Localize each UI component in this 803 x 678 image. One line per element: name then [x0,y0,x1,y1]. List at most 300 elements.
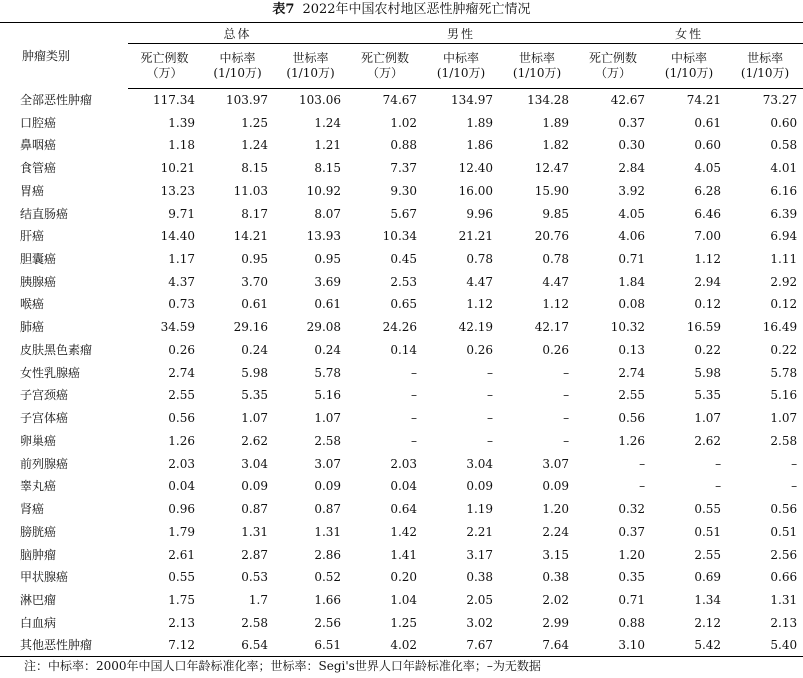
cell-male-world-rate: – [563,365,570,380]
cell-female-world-rate: – [791,456,798,471]
row-tumor-name: 淋巴瘤 [20,593,57,608]
table-row [0,179,803,202]
cell-male-deaths: 7.37 [390,161,418,176]
cell-male-deaths: 1.25 [390,615,418,630]
cell-male-world-rate: 20.76 [534,229,570,244]
cell-female-cn-rate: 2.55 [694,547,722,562]
cell-overall-deaths: 7.12 [128,634,201,657]
row-tumor-name: 胃癌 [20,183,45,198]
cell-overall-world-rate: 1.24 [314,115,342,130]
header-unit: (1/10万) [213,66,262,80]
cell-male-world-rate: – [563,433,570,448]
cell-female-world-rate: 73.27 [762,93,798,108]
header-group-male: 男性 [347,23,575,44]
cell-male-cn-rate: 21.21 [458,229,494,244]
cell-overall-cn-rate: 2.58 [241,615,268,630]
header-overall-world-rate [274,44,347,89]
table-row [0,111,803,134]
row-tumor-name: 肾癌 [20,502,45,517]
cell-female-world-rate: 6.16 [770,183,798,198]
cell-overall-world-rate: 2.86 [314,547,342,562]
cell-female-deaths: 0.35 [618,570,646,585]
header-unit: (1/10万) [664,66,714,80]
cell-overall-world-rate: 1.31 [314,524,342,539]
cell-female-cn-rate: – [715,479,722,494]
cell-female-cn-rate: 0.22 [694,342,722,357]
table-row [0,384,803,407]
cell-overall-world-rate: 0.87 [314,502,342,517]
cell-overall-world-rate: 0.09 [314,479,342,494]
row-tumor-name: 卵巢癌 [20,433,57,448]
cell-overall-world-rate: 2.56 [314,615,342,630]
row-tumor-name: 子宫体癌 [20,411,69,426]
cell-female-cn-rate: 2.62 [694,433,722,448]
cell-female-deaths: 2.55 [618,388,646,403]
cell-female-deaths: 10.32 [610,320,646,335]
cell-female-deaths: 0.32 [618,502,646,517]
table-row [0,361,803,384]
row-tumor-name: 肺癌 [20,320,45,335]
table-row [0,270,803,293]
cell-overall-deaths: 2.55 [168,388,195,403]
header-label: 死亡例数 [361,51,410,65]
cell-overall-cn-rate: 0.24 [241,342,268,357]
cell-female-world-rate: 0.58 [770,138,798,153]
cell-female-world-rate: – [791,479,798,494]
cell-female-cn-rate: 6.28 [694,183,722,198]
header-overall-cn-rate [201,44,274,89]
cell-female-world-rate: 6.39 [770,206,798,221]
cell-overall-deaths: 9.71 [168,206,195,221]
cell-overall-cn-rate: 1.24 [241,138,268,153]
cell-male-world-rate: 4.47 [542,274,570,289]
header-male-world-rate [499,44,575,89]
cell-male-cn-rate: 2.05 [466,593,494,608]
table-row [0,634,803,657]
cell-male-world-rate: 0.38 [542,570,570,585]
cell-female-deaths: 0.71 [618,252,646,266]
cell-male-world-rate: 134.28 [527,93,570,108]
cell-male-deaths: 0.45 [390,252,418,266]
table-caption [0,0,803,22]
cell-female-deaths: 2.74 [618,365,646,380]
cell-female-world-rate: 1.11 [770,252,798,266]
cell-male-world-rate: 2.99 [542,615,570,630]
table-row [0,430,803,453]
cell-male-deaths: 1.41 [390,547,418,562]
cell-overall-world-rate: 3.69 [314,274,342,289]
table-row [0,202,803,225]
cell-male-cn-rate: 1.89 [466,115,494,130]
row-tumor-name: 前列腺癌 [20,456,69,471]
cell-female-deaths: 4.05 [618,206,646,221]
cell-female-world-rate: 2.13 [770,615,798,630]
table-header [0,23,803,89]
cell-female-deaths: 0.56 [618,411,646,426]
table-row [0,339,803,362]
cell-overall-cn-rate: 1.25 [241,115,268,130]
cell-overall-world-rate: 0.52 [314,570,342,585]
cell-overall-deaths: 2.74 [168,365,195,380]
row-tumor-name: 口腔癌 [20,115,57,130]
cell-overall-world-rate: 10.92 [306,183,342,198]
cell-female-cn-rate: 4.05 [694,161,722,176]
table-title: 2022年中国农村地区恶性肿瘤死亡情况 [302,2,531,17]
cell-overall-cn-rate: 6.54 [201,634,274,657]
cell-overall-world-rate: 1.07 [314,411,342,426]
row-tumor-name: 子宫颈癌 [20,388,69,403]
table-row [0,157,803,180]
header-male-deaths [347,44,423,89]
cell-female-deaths: 1.84 [618,274,646,289]
cell-male-cn-rate: 9.96 [466,206,494,221]
cell-male-cn-rate: – [487,388,494,403]
header-label: 世标率 [747,51,784,65]
row-tumor-name: 甲状腺癌 [20,570,69,585]
cell-female-cn-rate: 1.34 [694,593,722,608]
header-female-world-rate [727,44,803,89]
cell-overall-world-rate: 0.61 [314,297,342,312]
cell-male-world-rate: 15.90 [534,183,570,198]
cell-female-deaths: 4.06 [618,229,646,244]
cell-female-deaths: 0.30 [618,138,646,153]
cell-male-deaths: 0.88 [390,138,418,153]
cell-male-cn-rate: 1.12 [466,297,494,312]
cell-female-deaths: 1.26 [618,433,646,448]
cell-female-cn-rate: 5.35 [694,388,722,403]
cell-male-world-rate: 2.02 [542,593,570,608]
table-row [0,134,803,157]
header-overall-deaths [128,44,201,89]
header-tumor-category: 肿瘤类别 [0,23,128,89]
cell-overall-deaths: 13.23 [160,183,195,198]
cell-female-cn-rate: 1.12 [694,252,722,266]
table-number: 表7 [272,2,295,17]
cell-overall-cn-rate: 0.09 [241,479,268,494]
cell-female-deaths: 3.92 [618,183,646,198]
table-row [0,611,803,634]
cell-female-deaths: 0.37 [618,524,646,539]
cell-female-cn-rate: 74.21 [686,93,722,108]
cell-male-deaths: – [411,365,418,380]
cell-overall-deaths: 0.56 [168,411,195,426]
cell-female-cn-rate: 2.12 [694,615,722,630]
cell-female-deaths: 1.20 [618,547,646,562]
cell-male-cn-rate: – [487,411,494,426]
cell-male-cn-rate: 134.97 [451,93,494,108]
cell-overall-deaths: 1.17 [168,252,195,266]
cell-female-deaths: 0.13 [618,342,646,357]
row-tumor-name: 肝癌 [20,229,45,244]
cell-overall-deaths: 1.26 [168,433,195,448]
cell-male-world-rate: 0.78 [542,252,570,266]
cell-male-cn-rate: 4.47 [466,274,494,289]
cell-female-deaths: 0.71 [618,593,646,608]
cell-overall-cn-rate: 29.16 [233,320,268,335]
cell-overall-world-rate: 1.21 [314,138,342,153]
table-row [0,589,803,612]
header-label: 中标率 [671,51,708,65]
cell-female-cn-rate: 6.46 [694,206,722,221]
cell-male-cn-rate: 7.67 [423,634,499,657]
header-group-female: 女性 [575,23,803,44]
cell-female-world-rate: 2.92 [770,274,798,289]
cell-female-cn-rate: 5.98 [694,365,722,380]
cell-male-world-rate: 3.07 [542,456,570,471]
cell-male-world-rate: 1.20 [542,502,570,517]
cell-overall-cn-rate: 0.53 [241,570,268,585]
cell-overall-world-rate: 3.07 [314,456,342,471]
cell-female-world-rate: 0.56 [770,502,798,517]
cell-male-cn-rate: – [487,433,494,448]
cell-male-cn-rate: 2.21 [466,524,494,539]
cell-male-deaths: 5.67 [390,206,418,221]
cell-overall-deaths: 117.34 [153,93,195,108]
cell-overall-deaths: 1.75 [168,593,195,608]
cell-male-world-rate: 3.15 [542,547,570,562]
cell-male-deaths: 0.20 [390,570,418,585]
cell-female-deaths: – [639,456,646,471]
cell-male-world-rate: 42.17 [534,320,570,335]
cell-female-deaths: 0.08 [618,297,646,312]
cell-overall-cn-rate: 8.15 [241,161,268,176]
cell-female-world-rate: 5.40 [727,634,803,657]
cell-male-deaths: 0.64 [390,502,418,517]
cell-female-cn-rate: 0.12 [694,297,722,312]
cell-female-world-rate: 0.22 [770,342,798,357]
row-tumor-name: 女性乳腺癌 [20,365,81,380]
cell-male-cn-rate: 1.19 [466,502,494,517]
cell-overall-cn-rate: 2.87 [241,547,268,562]
table-row [0,452,803,475]
table-row [0,225,803,248]
cell-overall-world-rate: 2.58 [314,433,342,448]
cell-male-cn-rate: 3.02 [466,615,494,630]
table-row [0,293,803,316]
cell-female-world-rate: 2.58 [770,433,798,448]
cell-male-cn-rate: 42.19 [458,320,494,335]
cell-male-cn-rate: 3.04 [466,456,494,471]
cell-female-world-rate: 2.56 [770,547,798,562]
cell-male-world-rate: – [563,388,570,403]
row-tumor-name: 鼻咽癌 [20,138,57,153]
cell-male-world-rate: 1.12 [542,297,570,312]
cell-male-cn-rate: 1.86 [466,138,494,153]
row-tumor-name: 脑肿瘤 [20,547,57,562]
table-row [0,89,803,112]
cell-overall-world-rate: 8.15 [314,161,342,176]
cell-male-deaths: 24.26 [382,320,418,335]
cell-female-world-rate: 0.66 [770,570,798,585]
row-tumor-name: 食管癌 [20,161,57,176]
cell-female-cn-rate: – [715,456,722,471]
mortality-table [0,22,803,657]
cell-overall-cn-rate: 0.61 [241,297,268,312]
header-female-deaths [575,44,651,89]
cell-overall-world-rate: 29.08 [306,320,342,335]
cell-male-deaths: – [411,411,418,426]
cell-female-cn-rate: 2.94 [694,274,722,289]
header-label: 中标率 [443,51,480,65]
cell-overall-world-rate: 5.16 [314,388,342,403]
cell-male-world-rate: 0.26 [542,342,570,357]
cell-overall-cn-rate: 3.04 [241,456,268,471]
cell-overall-world-rate: 103.06 [299,93,342,108]
cell-male-world-rate: 12.47 [534,161,570,176]
cell-female-cn-rate: 16.59 [686,320,722,335]
table-row [0,498,803,521]
cell-overall-deaths: 34.59 [160,320,195,335]
cell-female-deaths: 42.67 [610,93,646,108]
cell-male-deaths: 9.30 [390,183,418,198]
cell-overall-world-rate: 0.95 [314,252,342,266]
cell-overall-deaths: 0.04 [168,479,195,494]
row-tumor-name: 其他恶性肿瘤 [0,634,128,657]
table-row [0,543,803,566]
cell-female-world-rate: 1.07 [770,411,798,426]
row-tumor-name: 喉癌 [20,297,45,312]
cell-female-cn-rate: 0.51 [694,524,722,539]
cell-male-deaths: 2.53 [390,274,418,289]
row-tumor-name: 皮肤黑色素瘤 [20,342,93,357]
cell-female-cn-rate: 0.60 [694,138,722,153]
cell-overall-cn-rate: 8.17 [241,206,268,221]
cell-overall-deaths: 2.13 [168,615,195,630]
cell-overall-deaths: 14.40 [160,229,195,244]
cell-overall-cn-rate: 2.62 [241,433,268,448]
table-row [0,316,803,339]
table-row [0,566,803,589]
cell-male-deaths: 4.02 [347,634,423,657]
cell-male-deaths: 1.02 [390,115,418,130]
header-unit: (1/10万) [512,66,562,80]
cell-overall-cn-rate: 0.95 [241,252,268,266]
cell-female-deaths: – [639,479,646,494]
table-row [0,475,803,498]
cell-overall-world-rate: 0.24 [314,342,342,357]
header-unit: (1/10万) [436,66,486,80]
cell-male-deaths: 2.03 [390,456,418,471]
header-label: 中标率 [219,51,256,65]
cell-male-world-rate: 9.85 [542,206,570,221]
row-tumor-name: 睾丸癌 [20,479,57,494]
cell-female-cn-rate: 5.42 [651,634,727,657]
cell-overall-deaths: 1.39 [168,115,195,130]
cell-overall-cn-rate: 1.7 [248,593,268,608]
cell-overall-deaths: 1.79 [168,524,195,539]
cell-male-cn-rate: 16.00 [458,183,494,198]
cell-male-cn-rate: 0.78 [466,252,494,266]
table-row [0,248,803,271]
cell-male-world-rate: – [563,411,570,426]
cell-female-cn-rate: 1.07 [694,411,722,426]
row-tumor-name: 结直肠癌 [20,206,69,221]
cell-male-world-rate: 2.24 [542,524,570,539]
cell-overall-deaths: 2.61 [168,547,195,562]
cell-male-deaths: 0.04 [390,479,418,494]
cell-male-cn-rate: 0.38 [466,570,494,585]
cell-male-world-rate: 0.09 [542,479,570,494]
cell-female-cn-rate: 0.61 [694,115,722,130]
header-unit: (1/10万) [286,66,335,80]
cell-male-deaths: 1.04 [390,593,418,608]
cell-male-cn-rate: – [487,365,494,380]
cell-female-deaths: 3.10 [575,634,651,657]
cell-overall-deaths: 0.26 [168,342,195,357]
cell-overall-world-rate: 8.07 [314,206,342,221]
cell-male-cn-rate: 3.17 [466,547,494,562]
cell-female-world-rate: 5.16 [770,388,798,403]
cell-male-deaths: 10.34 [382,229,418,244]
cell-female-world-rate: 16.49 [762,320,798,335]
cell-overall-deaths: 4.37 [168,274,195,289]
cell-female-world-rate: 1.31 [770,593,798,608]
header-group-overall: 总体 [128,23,347,44]
header-unit: (1/10万) [740,66,790,80]
cell-overall-cn-rate: 5.35 [241,388,268,403]
table-body [0,89,803,657]
cell-overall-cn-rate: 3.70 [241,274,268,289]
cell-overall-cn-rate: 0.87 [241,502,268,517]
cell-overall-world-rate: 5.78 [314,365,342,380]
row-tumor-name: 胰腺癌 [20,274,57,289]
cell-female-world-rate: 0.51 [770,524,798,539]
cell-female-cn-rate: 0.55 [694,502,722,517]
cell-male-world-rate: 1.89 [542,115,570,130]
cell-female-deaths: 2.84 [618,161,646,176]
cell-female-deaths: 0.37 [618,115,646,130]
cell-female-world-rate: 5.78 [770,365,798,380]
row-tumor-name: 膀胱癌 [20,524,57,539]
cell-overall-deaths: 0.55 [168,570,195,585]
cell-female-cn-rate: 0.69 [694,570,722,585]
header-label: 死亡例数 [589,51,638,65]
header-label: 世标率 [292,51,329,65]
row-tumor-name: 全部恶性肿瘤 [20,92,93,107]
cell-male-world-rate: 7.64 [499,634,575,657]
cell-overall-cn-rate: 1.07 [241,411,268,426]
cell-male-deaths: 0.65 [390,297,418,312]
row-tumor-name: 胆囊癌 [20,252,57,266]
cell-female-world-rate: 6.94 [770,229,798,244]
table-row [0,520,803,543]
cell-overall-deaths: 0.73 [168,297,195,312]
cell-female-deaths: 0.88 [618,615,646,630]
cell-overall-deaths: 2.03 [168,456,195,471]
cell-female-cn-rate: 7.00 [694,229,722,244]
cell-overall-cn-rate: 11.03 [233,183,268,198]
cell-overall-world-rate: 6.51 [274,634,347,657]
cell-overall-deaths: 10.21 [160,161,195,176]
cell-overall-cn-rate: 1.31 [241,524,268,539]
cell-female-world-rate: 4.01 [770,161,798,176]
cell-male-deaths: – [411,433,418,448]
header-unit: （万） [146,66,183,80]
cell-male-deaths: 1.42 [390,524,418,539]
header-label: 死亡例数 [140,51,189,65]
cell-male-deaths: 0.14 [390,342,418,357]
cell-male-cn-rate: 0.09 [466,479,494,494]
cell-overall-deaths: 0.96 [168,502,195,517]
cell-male-deaths: 74.67 [382,93,418,108]
header-label: 世标率 [519,51,556,65]
cell-male-deaths: – [411,388,418,403]
table-row [0,407,803,430]
cell-overall-world-rate: 1.66 [314,593,342,608]
table-footnote: 注：中标率：2000年中国人口年龄标准化率；世标率：Segi's世界人口年龄标准化率；–为无数据 [24,659,541,673]
header-female-cn-rate [651,44,727,89]
cell-overall-cn-rate: 5.98 [241,365,268,380]
